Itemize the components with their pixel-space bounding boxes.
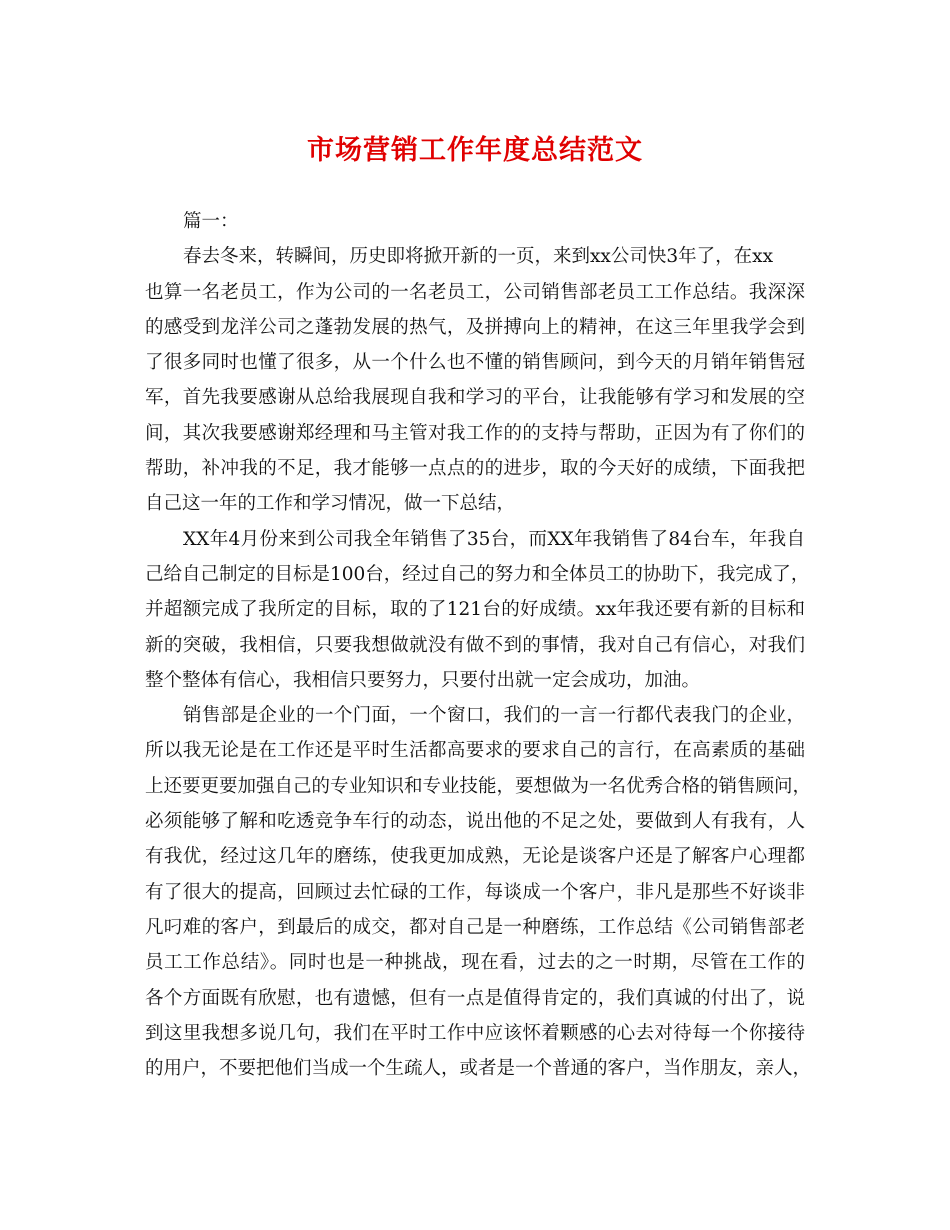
text-line: XX年4月份来到公司我全年销售了35台，而XX年我销售了84台车，年我自 — [183, 528, 805, 550]
document-title: 市场营销工作年度总结范文 — [307, 135, 643, 166]
text-line: 间，其次我要感谢郑经理和马主管对我工作的的支持与帮助，正因为有了你们的 — [145, 422, 805, 444]
text-line: 新的突破，我相信，只要我想做就没有做不到的事情，我对自己有信心，对我们 — [145, 634, 805, 656]
text-line: 自己这一年的工作和学习情况，做一下总结， — [145, 493, 516, 515]
text-line: 有了很大的提高，回顾过去忙碌的工作，每谈成一个客户，非凡是那些不好谈非 — [145, 881, 805, 903]
document-body — [145, 204, 812, 1086]
text-line: 也算一名老员工，作为公司的一名老员工，公司销售部老员工工作总结。我深深 — [145, 281, 805, 303]
text-line: 凡叼难的客户，到最后的成交，都对自己是一种磨练，工作总结《公司销售部老 — [145, 916, 805, 938]
text-line: 必须能够了解和吃透竞争车行的动态，说出他的不足之处，要做到人有我有，人 — [145, 811, 805, 833]
text-line: 员工工作总结》。同时也是一种挑战，现在看，过去的之一时期，尽管在工作的 — [145, 952, 805, 974]
text-line: 帮助，补冲我的不足，我才能够一点点的的进步，取的今天好的成绩，下面我把 — [145, 458, 805, 480]
text-line: 的感受到龙洋公司之蓬勃发展的热气，及拼搏向上的精神，在这三年里我学会到 — [145, 316, 805, 338]
text-line: 春去冬来，转瞬间，历史即将掀开新的一页，来到xx公司快3年了，在xx — [183, 246, 774, 268]
text-line: 销售部是企业的一个门面，一个窗口，我们的一言一行都代表我门的企业， — [183, 705, 805, 727]
text-line: 的用户，不要把他们当成一个生疏人，或者是一个普通的客户，当作朋友，亲人， — [145, 1058, 812, 1080]
text-line: 整个整体有信心，我相信只要努力，只要付出就一定会成功，加油。 — [145, 669, 701, 691]
text-line: 了很多同时也懂了很多，从一个什么也不懂的销售顾问，到今天的月销年销售冠 — [145, 352, 805, 374]
text-line: 并超额完成了我所定的目标，取的了121台的好成绩。xx年我还要有新的目标和 — [145, 599, 805, 621]
text-line: 所以我无论是在工作还是平时生活都高要求的要求自己的言行，在高素质的基础 — [145, 740, 805, 762]
text-line: 各个方面既有欣慰，也有遗憾，但有一点是值得肯定的，我们真诚的付出了，说 — [145, 987, 805, 1009]
text-line: 有我优，经过这几年的磨练，使我更加成熟，无论是谈客户还是了解客户心理都 — [145, 846, 805, 868]
text-line: 篇一： — [183, 211, 239, 232]
text-line: 上还要更要加强自己的专业知识和专业技能，要想做为一名优秀合格的销售顾问， — [145, 775, 812, 797]
text-line: 到这里我想多说几句，我们在平时工作中应该怀着颗感的心去对待每一个你接待 — [145, 1022, 805, 1044]
text-line: 军，首先我要感谢从总给我展现自我和学习的平台，让我能够有学习和发展的空 — [145, 387, 805, 409]
text-line: 己给自己制定的目标是100台，经过自己的努力和全体员工的协助下，我完成了， — [145, 563, 810, 585]
